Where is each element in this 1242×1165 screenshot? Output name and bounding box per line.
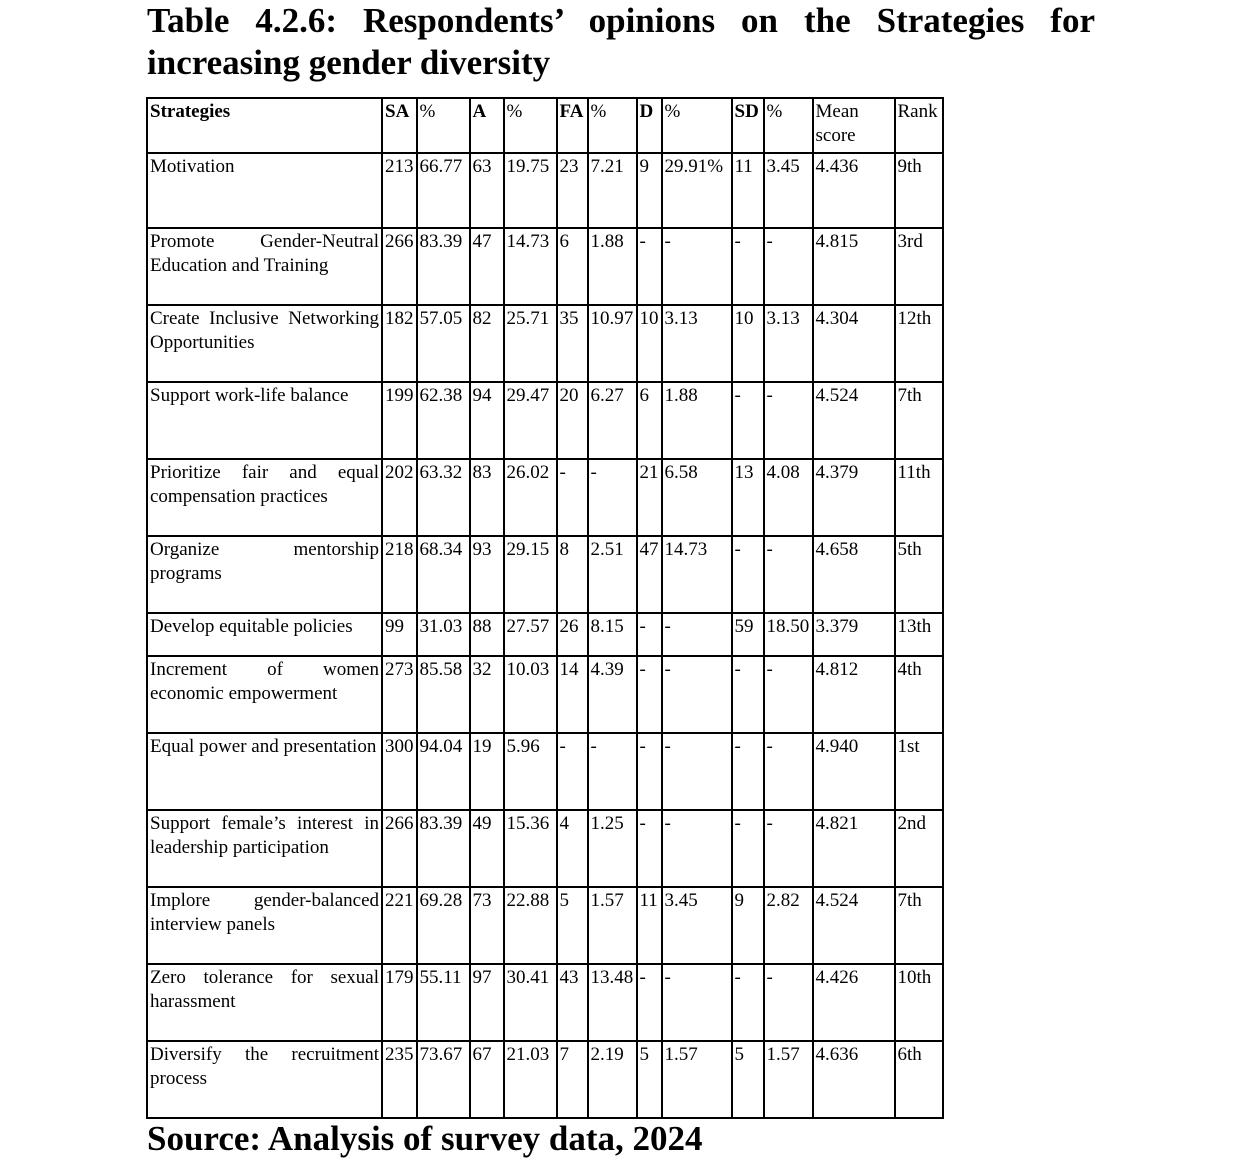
table-cell: - <box>662 656 732 733</box>
table-cell: 15.36 <box>504 810 557 887</box>
table-cell: 21.03 <box>504 1041 557 1118</box>
table-cell: 10.03 <box>504 656 557 733</box>
table-cell: 4.524 <box>813 887 895 964</box>
table-cell: 9 <box>637 153 662 228</box>
table-cell: 1.88 <box>662 382 732 459</box>
table-cell: 11 <box>732 153 764 228</box>
table-cell: - <box>732 964 764 1041</box>
table-row <box>147 810 943 887</box>
table-cell: 8.15 <box>588 613 637 656</box>
table-cell: 66.77 <box>417 153 470 228</box>
table-cell: 3.379 <box>813 613 895 656</box>
table-cell: 99 <box>382 613 417 656</box>
table-cell: 2.19 <box>588 1041 637 1118</box>
strategy-cell: Zero tolerance for sexual harassment <box>147 964 382 1041</box>
table-cell: 300 <box>382 733 417 810</box>
table-cell: 3.13 <box>764 305 813 382</box>
table-cell: 14 <box>557 656 588 733</box>
table-cell: 63.32 <box>417 459 470 536</box>
header-cell: % <box>662 98 732 153</box>
table-cell: - <box>732 382 764 459</box>
table-cell: 3rd <box>895 228 943 305</box>
table-cell: 2.51 <box>588 536 637 613</box>
table-cell: 63 <box>470 153 504 228</box>
strategy-cell: Develop equitable policies <box>147 613 382 656</box>
table-cell: - <box>732 733 764 810</box>
table-cell: - <box>764 228 813 305</box>
table-cell: 6 <box>557 228 588 305</box>
table-cell: 26 <box>557 613 588 656</box>
table-cell: - <box>637 613 662 656</box>
table-cell: 4.436 <box>813 153 895 228</box>
header-cell: % <box>588 98 637 153</box>
table-cell: 3.45 <box>662 887 732 964</box>
table-cell: 6.58 <box>662 459 732 536</box>
table-cell: 67 <box>470 1041 504 1118</box>
table-cell: 13.48 <box>588 964 637 1041</box>
table-cell: 12th <box>895 305 943 382</box>
table-cell: 3.45 <box>764 153 813 228</box>
table-cell: 6th <box>895 1041 943 1118</box>
table-cell: 4.426 <box>813 964 895 1041</box>
table-cell: - <box>764 810 813 887</box>
table-row <box>147 1041 943 1118</box>
strategy-cell: Diversify the recruitment process <box>147 1041 382 1118</box>
table-cell: 85.58 <box>417 656 470 733</box>
table-cell: - <box>557 733 588 810</box>
table-cell: 32 <box>470 656 504 733</box>
header-cell: % <box>417 98 470 153</box>
header-cell: D <box>637 98 662 153</box>
table-row <box>147 733 943 810</box>
table-cell: 43 <box>557 964 588 1041</box>
strategy-cell: Equal power and presentation <box>147 733 382 810</box>
strategy-cell: Create Inclusive Networking Opportunities <box>147 305 382 382</box>
table-cell: 13th <box>895 613 943 656</box>
table-cell: 94 <box>470 382 504 459</box>
table-cell: 235 <box>382 1041 417 1118</box>
table-cell: 11th <box>895 459 943 536</box>
table-cell: - <box>662 613 732 656</box>
table-cell: - <box>764 536 813 613</box>
table-cell: 4.379 <box>813 459 895 536</box>
table-cell: 213 <box>382 153 417 228</box>
table-cell: 2.82 <box>764 887 813 964</box>
table-cell: 5 <box>732 1041 764 1118</box>
table-cell: 4 <box>557 810 588 887</box>
strategies-table <box>146 97 944 1119</box>
strategy-cell: Promote Gender-Neutral Education and Training <box>147 228 382 305</box>
table-cell: 4.940 <box>813 733 895 810</box>
table-cell: 7 <box>557 1041 588 1118</box>
table-cell: 13 <box>732 459 764 536</box>
table-cell: 62.38 <box>417 382 470 459</box>
table-cell: - <box>662 810 732 887</box>
table-cell: 1.25 <box>588 810 637 887</box>
table-cell: - <box>764 656 813 733</box>
table-cell: 49 <box>470 810 504 887</box>
table-cell: 73.67 <box>417 1041 470 1118</box>
table-cell: 29.91% <box>662 153 732 228</box>
table-cell: - <box>732 656 764 733</box>
table-cell: 30.41 <box>504 964 557 1041</box>
table-row <box>147 382 943 459</box>
table-cell: 68.34 <box>417 536 470 613</box>
table-row <box>147 228 943 305</box>
table-row <box>147 536 943 613</box>
table-cell: 23 <box>557 153 588 228</box>
table-cell: - <box>732 228 764 305</box>
table-cell: 59 <box>732 613 764 656</box>
table-cell: - <box>588 733 637 810</box>
table-cell: 6.27 <box>588 382 637 459</box>
table-cell: 69.28 <box>417 887 470 964</box>
table-cell: 19 <box>470 733 504 810</box>
table-cell: 4.39 <box>588 656 637 733</box>
source-note: Source: Analysis of survey data, 2024 <box>147 1119 703 1158</box>
table-cell: 221 <box>382 887 417 964</box>
table-cell: - <box>557 459 588 536</box>
header-cell: Strategies <box>147 98 382 153</box>
table-cell: 9 <box>732 887 764 964</box>
table-cell: 21 <box>637 459 662 536</box>
table-cell: 4.815 <box>813 228 895 305</box>
table-cell: 8 <box>557 536 588 613</box>
strategy-cell: Increment of women economic empowerment <box>147 656 382 733</box>
strategy-cell: Motivation <box>147 153 382 228</box>
table-cell: 26.02 <box>504 459 557 536</box>
table-cell: 4th <box>895 656 943 733</box>
table-cell: 47 <box>637 536 662 613</box>
table-cell: - <box>764 964 813 1041</box>
table-cell: - <box>637 810 662 887</box>
table-header-row <box>147 98 943 153</box>
table-cell: 199 <box>382 382 417 459</box>
table-cell: 29.15 <box>504 536 557 613</box>
table-cell: 47 <box>470 228 504 305</box>
table-cell: 1.88 <box>588 228 637 305</box>
table-cell: 14.73 <box>504 228 557 305</box>
table-cell: 31.03 <box>417 613 470 656</box>
table-cell: 83 <box>470 459 504 536</box>
table-cell: 7th <box>895 382 943 459</box>
table-cell: 19.75 <box>504 153 557 228</box>
table-title: Table 4.2.6: Respondents’ opinions on the Strategies for increasing gender diversity <box>147 1 1095 82</box>
table-cell: 4.821 <box>813 810 895 887</box>
table-cell: 4.636 <box>813 1041 895 1118</box>
table-cell: 35 <box>557 305 588 382</box>
table-cell: 88 <box>470 613 504 656</box>
table-cell: 5 <box>637 1041 662 1118</box>
header-cell: FA <box>557 98 588 153</box>
header-cell: SD <box>732 98 764 153</box>
header-cell: % <box>504 98 557 153</box>
table-row <box>147 613 943 656</box>
table-cell: 7.21 <box>588 153 637 228</box>
strategy-cell: Prioritize fair and equal compensation practices <box>147 459 382 536</box>
table-cell: 10 <box>732 305 764 382</box>
table-cell: 25.71 <box>504 305 557 382</box>
table-cell: 97 <box>470 964 504 1041</box>
table-cell: 22.88 <box>504 887 557 964</box>
table-cell: 10 <box>637 305 662 382</box>
table-cell: 57.05 <box>417 305 470 382</box>
table-cell: 6 <box>637 382 662 459</box>
table-cell: 27.57 <box>504 613 557 656</box>
table-row <box>147 305 943 382</box>
table-cell: 9th <box>895 153 943 228</box>
table-cell: 5th <box>895 536 943 613</box>
table-cell: 5.96 <box>504 733 557 810</box>
table-cell: - <box>637 228 662 305</box>
table-cell: 1.57 <box>588 887 637 964</box>
strategy-cell: Support work-life balance <box>147 382 382 459</box>
table-cell: 18.50 <box>764 613 813 656</box>
table-cell: - <box>662 228 732 305</box>
table-cell: - <box>662 964 732 1041</box>
strategy-cell: Organize mentorship programs <box>147 536 382 613</box>
table-cell: 1st <box>895 733 943 810</box>
table-cell: 2nd <box>895 810 943 887</box>
table-cell: 93 <box>470 536 504 613</box>
table-cell: - <box>732 536 764 613</box>
table-cell: 202 <box>382 459 417 536</box>
table-cell: 73 <box>470 887 504 964</box>
table-row <box>147 887 943 964</box>
table-body <box>147 153 943 1118</box>
table-cell: 83.39 <box>417 228 470 305</box>
table-cell: 4.08 <box>764 459 813 536</box>
strategy-cell: Support female’s interest in leadership participation <box>147 810 382 887</box>
table-cell: 29.47 <box>504 382 557 459</box>
table-cell: - <box>732 810 764 887</box>
table-cell: 218 <box>382 536 417 613</box>
table-cell: 55.11 <box>417 964 470 1041</box>
table-cell: 94.04 <box>417 733 470 810</box>
table-row <box>147 964 943 1041</box>
table-cell: 273 <box>382 656 417 733</box>
table-row <box>147 656 943 733</box>
table-cell: 11 <box>637 887 662 964</box>
table-cell: 3.13 <box>662 305 732 382</box>
table-cell: 1.57 <box>662 1041 732 1118</box>
header-cell: SA <box>382 98 417 153</box>
table-cell: 4.658 <box>813 536 895 613</box>
table-cell: 4.304 <box>813 305 895 382</box>
table-cell: - <box>588 459 637 536</box>
header-cell: % <box>764 98 813 153</box>
strategy-cell: Implore gender-balanced interview panels <box>147 887 382 964</box>
table-cell: - <box>662 733 732 810</box>
table-cell: 266 <box>382 810 417 887</box>
table-cell: 10th <box>895 964 943 1041</box>
table-cell: 14.73 <box>662 536 732 613</box>
table-cell: - <box>637 964 662 1041</box>
table-row <box>147 459 943 536</box>
table-cell: 82 <box>470 305 504 382</box>
table-cell: 7th <box>895 887 943 964</box>
table-cell: 10.97 <box>588 305 637 382</box>
table-cell: - <box>764 733 813 810</box>
table-cell: 4.812 <box>813 656 895 733</box>
table-cell: - <box>637 656 662 733</box>
header-cell: Rank <box>895 98 943 153</box>
table-cell: 4.524 <box>813 382 895 459</box>
table-cell: - <box>637 733 662 810</box>
table-cell: 1.57 <box>764 1041 813 1118</box>
table-cell: 5 <box>557 887 588 964</box>
table-cell: 182 <box>382 305 417 382</box>
header-cell: Mean score <box>813 98 895 153</box>
table-cell: - <box>764 382 813 459</box>
table-cell: 179 <box>382 964 417 1041</box>
header-cell: A <box>470 98 504 153</box>
table-cell: 20 <box>557 382 588 459</box>
table-cell: 83.39 <box>417 810 470 887</box>
table-row <box>147 153 943 228</box>
table-cell: 266 <box>382 228 417 305</box>
